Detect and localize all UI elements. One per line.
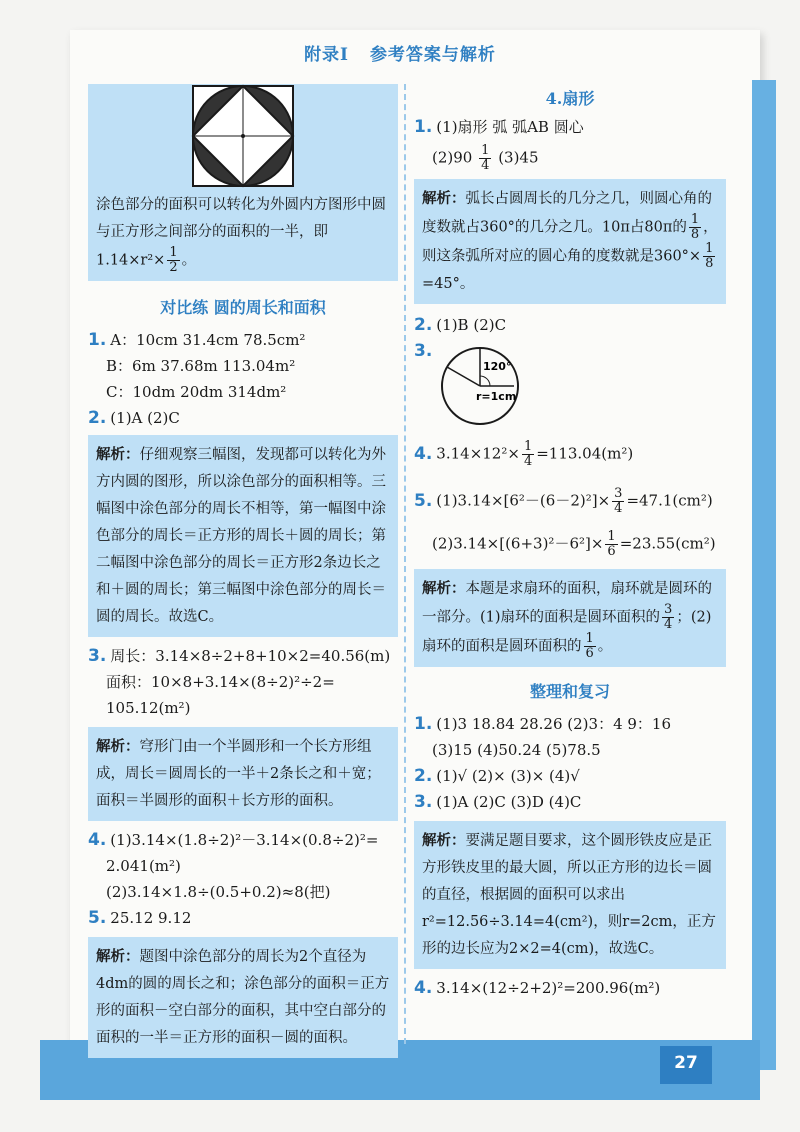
intro-explanation [88, 188, 398, 281]
rq5-part2a: (2)3.14×[(6+3)²－6²]× [432, 534, 604, 553]
rq5-fraction1: $\frac{3}{4}$ [614, 486, 623, 516]
rq1-part2a: (2)90 [432, 148, 473, 167]
rq1-expl-text: 弧长占圆周长的几分之几，则圆心角的度数就占360°的几分之几。10π占80π的 [422, 191, 712, 236]
rq1-explanation [414, 179, 726, 304]
rq2-number: 2. [414, 315, 433, 335]
rq1-part2b: (3)45 [498, 148, 539, 167]
rq5-part1a: (1)3.14×[6²－(6－2)²]× [436, 491, 611, 510]
rq3-number: 3. [414, 341, 433, 361]
q2-explanation [88, 435, 398, 637]
sector-radius-label: r=1cm [476, 390, 517, 403]
section-title-sector: 4.扇形 [545, 89, 595, 108]
rq5-expl-text: 本题是求扇环的面积，扇环就是圆环的一部分。(1)扇环的面积是圆环面积的 [422, 581, 712, 626]
r1-line1: (1)3 18.84 28.26 (2)3：4 9：16 [436, 715, 672, 733]
rq4-block [414, 440, 726, 469]
q4-number: 4. [88, 830, 107, 850]
right-column [414, 86, 726, 1001]
r2-number: 2. [414, 766, 433, 786]
rq1-line1: (1)扇形 弧 弧AB 圆心 [436, 118, 584, 136]
rq1-expl-tag: 解析： [422, 190, 466, 207]
rq4-number: 4. [414, 443, 433, 464]
r3-expl-text: 要满足题目要求，这个圆形铁皮应是正方形铁皮里的最大圆，所以正方形的边长＝圆的直径，根据圆的面积可以求出r²=12.56÷3.14=4(cm²)，则r=2cm，正方形的边长应为2×2=4(cm)，故选C。 [422, 833, 716, 957]
page-number: 27 [660, 1046, 712, 1084]
q3-expl-text: 穹形门由一个半圆形和一个长方形组成，周长＝圆周长的一半＋2条长之和＋宽；面积＝半圆形的面积＋长方形的面积。 [96, 739, 381, 809]
section-title-circle: 对比练 圆的周长和面积 [160, 298, 326, 317]
rq4-part-a: 3.14×12²× [436, 444, 520, 463]
inscribed-square-diagram [88, 84, 398, 188]
r4-text: 3.14×(12÷2+2)²=200.96(m²) [436, 979, 661, 997]
rq5-expl-text3: 。 [597, 638, 613, 655]
q3-line2: 面积：10×8+3.14×(8÷2)²÷2= [106, 673, 335, 691]
rq5-fraction2: $\frac{1}{6}$ [607, 529, 616, 559]
sector-angle-label: 120° [483, 360, 512, 373]
r3-text: (1)A (2)C (3)D (4)C [436, 793, 582, 811]
rq5-line2 [414, 530, 726, 559]
q5-text: 25.12 9.12 [110, 909, 192, 927]
rq4-part-b: =113.04(m²) [536, 444, 634, 463]
r1-line2: (3)15 (4)50.24 (5)78.5 [432, 741, 601, 759]
q1-a: A：10cm 31.4cm 78.5cm² [110, 331, 306, 349]
rq1-expl-fraction2: $\frac{1}{8}$ [705, 241, 714, 271]
rq2-block [414, 312, 726, 338]
rq5-number: 5. [414, 490, 433, 511]
q4-block [88, 827, 398, 905]
q5-expl-tag: 解析： [96, 948, 140, 965]
rq1-number: 1. [414, 117, 433, 137]
r3-expl-tag: 解析： [422, 832, 466, 849]
appendix-label: 附录Ⅰ [304, 45, 350, 65]
q5-explanation [88, 937, 398, 1058]
q1-block [88, 327, 398, 405]
q5-expl-text: 题图中涂色部分的周长为2个直径为4dm的圆的周长之和；涂色部分的面积＝正方形的面积－空白部分的面积，其中空白部分的面积的一半＝正方形的面积－圆的面积。 [96, 949, 390, 1046]
rq5-explanation [414, 569, 726, 667]
q2-number: 2. [88, 408, 107, 428]
intro-end: 。 [181, 252, 197, 269]
q2-block [88, 405, 398, 431]
rq1-fraction: $\frac{1}{4}$ [481, 143, 490, 173]
section-title-review: 整理和复习 [529, 682, 610, 701]
r3-number: 3. [414, 792, 433, 812]
rq5-expl-fraction1: $\frac{3}{4}$ [664, 602, 673, 632]
rq5-line1 [414, 487, 726, 516]
rq5-expl-fraction2: $\frac{1}{6}$ [585, 631, 594, 661]
q1-number: 1. [88, 330, 107, 350]
rq5-expl-text2: ；(2)扇环的面积是圆环面积的 [422, 609, 712, 655]
page-header [0, 40, 800, 65]
q2-expl-tag: 解析： [96, 446, 140, 463]
rq5-part2b: =23.55(cm²) [619, 534, 716, 553]
r1-number: 1. [414, 714, 433, 734]
left-column [88, 84, 398, 1058]
r4-number: 4. [414, 978, 433, 998]
r2-text: (1)√ (2)× (3)× (4)√ [436, 767, 580, 785]
header-title: 参考答案与解析 [369, 45, 496, 65]
q5-number: 5. [88, 908, 107, 928]
q3-explanation [88, 727, 398, 821]
q3-block [88, 643, 398, 721]
sector-diagram [432, 342, 532, 434]
q1-c: C：10dm 20dm 314dm² [106, 383, 287, 401]
rq5-expl-tag: 解析： [422, 580, 466, 597]
q5-block [88, 905, 398, 931]
q3-number: 3. [88, 646, 107, 666]
rq1-expl-fraction1: $\frac{1}{8}$ [690, 212, 700, 242]
intro-text: 涂色部分的面积可以转化为外圆内方图形中圆与正方形之间部分的面积的一半，即1.14×r²× [96, 197, 386, 269]
r3-explanation [414, 821, 726, 969]
q3-line3: 105.12(m²) [106, 699, 191, 717]
rq2-text: (1)B (2)C [436, 316, 507, 334]
rq1-expl-text2: ，则这条弧所对应的圆心角的度数就是360°× [422, 219, 718, 265]
rq5-part1b: =47.1(cm²) [626, 491, 713, 510]
rq1-line2 [414, 144, 726, 173]
column-divider [404, 84, 406, 1044]
q2-text: (1)A (2)C [110, 409, 180, 427]
q4-line3: (2)3.14×1.8÷(0.5+0.2)≈8(把) [106, 883, 331, 901]
q4-line1: (1)3.14×(1.8÷2)²－3.14×(0.8÷2)²= [110, 831, 379, 849]
rq1-expl-text3: =45°。 [422, 276, 475, 292]
intro-fraction: $\frac{1}{2}$ [169, 245, 178, 275]
q2-expl-text: 仔细观察三幅图，发现都可以转化为外方内圆的图形，所以涂色部分的面积相等。三幅图中涂色部分的周长不相等，第一幅图中涂色部分的周长＝正方形的周长＋圆的周长；第二幅图中涂色部分的周长＝正方形2条边长之和＋圆的周长；第三幅图中涂色部分的周长＝圆的周长。故选C。 [96, 447, 386, 625]
q4-line2: 2.041(m²) [106, 857, 181, 875]
rq3-block [414, 338, 726, 430]
page-edge-band [752, 80, 776, 1070]
q3-line1: 周长：3.14×8÷2+8+10×2=40.56(m) [110, 647, 391, 665]
q1-b: B：6m 37.68m 113.04m² [106, 357, 296, 375]
circle-square-figure [88, 84, 398, 188]
rq4-fraction: $\frac{1}{4}$ [523, 439, 533, 469]
q3-expl-tag: 解析： [96, 738, 140, 755]
